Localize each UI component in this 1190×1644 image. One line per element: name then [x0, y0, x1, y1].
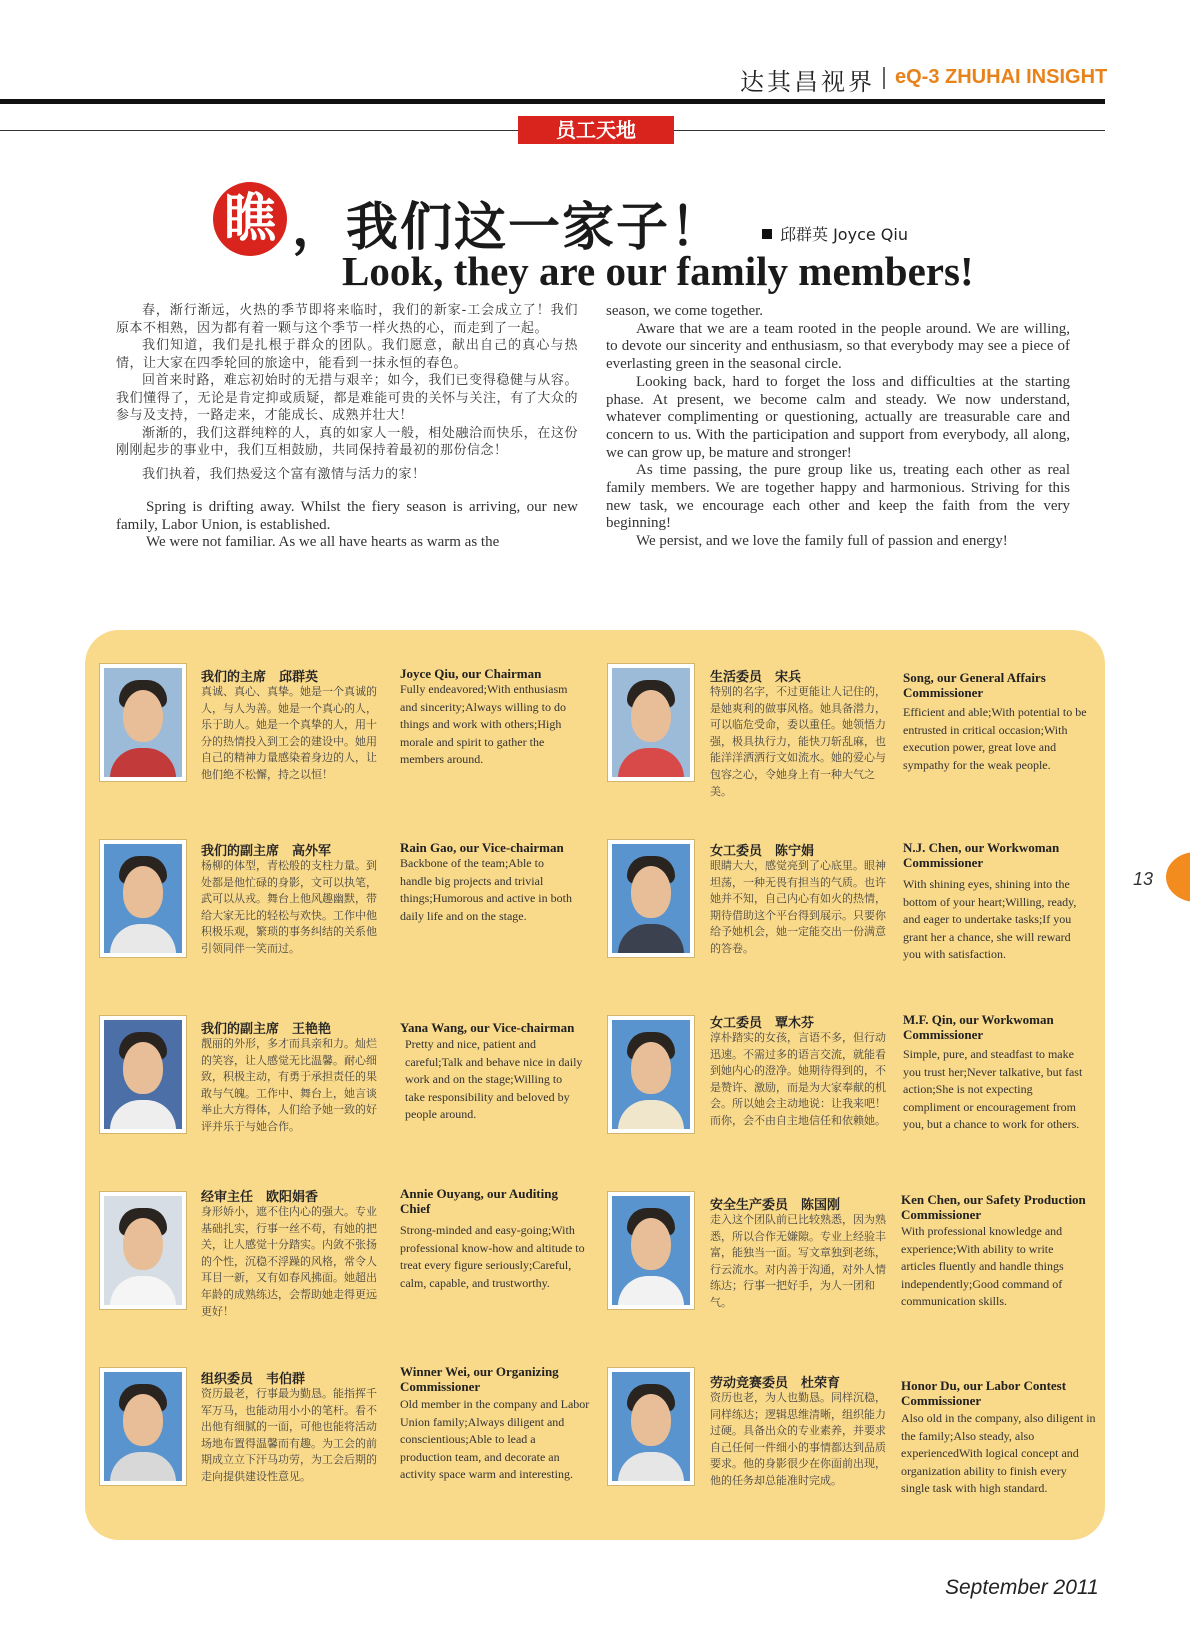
member-desc-cn: 杨柳的体型，青松般的支柱力量。到处都是他忙碌的身影，文可以执笔，武可以从戎。舞台上他风趣幽默，带给大家无比的轻松与欢快。工作中他积极乐观，繁琐的事务纠结的关系他引领同伴一笑而过。: [201, 859, 377, 955]
member-name-en: Honor Du, our Labor Contest Commissioner: [901, 1378, 1067, 1408]
paragraph: Aware that we are a team rooted in the people around. We are willing, to devote our sincerity and enthusiasm, so that everybody may see a piece of everlasting green in the seasonal circle.: [606, 320, 1070, 373]
member-photo: [608, 1016, 694, 1133]
paragraph: Looking back, hard to forget the loss and difficulties at the starting phase. At present, we become calm and steady. We now understand, whatever complimenting or questioning, actually are treasurable care and concern to us. With the participation and support from everybody, all along, we can grow up, be mature and stronger!: [606, 373, 1070, 461]
member-name-en: N.J. Chen, our Workwoman Commissioner: [903, 840, 1060, 870]
section-tag: 员工天地: [518, 116, 674, 144]
member-name-en: Song, our General Affairs Commissioner: [903, 670, 1046, 700]
magazine-brand-cn: 达其昌视界: [740, 68, 875, 96]
member-photo: [100, 840, 186, 957]
article-column-left: [116, 302, 578, 552]
member-name-cn: 我们的主席 邱群英: [201, 670, 319, 685]
member-desc-en: With shining eyes, shining into the bottom of your heart;Willing, ready, and eager to undertake tasks;If you grant her a chance, she will reward you with satisfaction.: [903, 877, 1077, 961]
member-desc-en: Backbone of the team;Able to handle big projects and trivial things;Humorous and active in both daily life and on the stage.: [400, 856, 572, 923]
member-name-en: Joyce Qiu, our Chairman: [400, 666, 542, 681]
paragraph: Spring is drifting away. Whilst the fiery season is arriving, our new family, Labor Union, is established.: [116, 499, 578, 533]
paragraph: 渐渐的，我们这群纯粹的人，真的如家人一般，相处融洽而快乐，在这份刚刚起步的事业中，我们互相鼓励，共同保持着最初的那份信念！: [116, 425, 578, 458]
paragraph: 春，渐行渐远，火热的季节即将来临时，我们的新家-工会成立了！我们原本不相熟，因为都有着一颗与这个季节一样火热的心，而走到了一起。: [116, 303, 578, 336]
member-desc-en: Also old in the company, also diligent in the family;Also steady, also experiencedWith logical concept and organization ability to finish every single task with high standard.: [901, 1411, 1096, 1495]
article-column-right: [606, 303, 1070, 551]
paragraph: 回首来时路，难忘初始时的无措与艰辛；如今，我们已变得稳健与从容。我们懂得了，无论是肯定抑或质疑，都是难能可贵的关怀与关注，有了大众的参与及支持，一路走来，才能成长、成熟并壮大！: [116, 373, 578, 423]
member-desc-en: Old member in the company and Labor Union family;Always diligent and conscientious;Able to lead a production team, and decorate an activity space warm and interesting.: [400, 1397, 590, 1481]
paragraph: We were not familiar. As we all have hearts as warm as the: [146, 534, 500, 551]
member-name-en: Yana Wang, our Vice-chairman: [400, 1020, 575, 1035]
member-desc-en: Fully endeavored;With enthusiasm and sincerity;Always willing to do things and work with others;High morale and spirit to gather the members around.: [400, 682, 568, 766]
member-name-cn: 女工委员 陈宁娟: [710, 844, 815, 859]
member-name-en: Ken Chen, our Safety Production Commissioner: [901, 1192, 1086, 1222]
member-name-cn: 女工委员 覃木芬: [710, 1016, 815, 1031]
member-desc-en: Pretty and nice, patient and careful;Talk and behave nice in daily work and on the stage;Willing to take responsibility and beloved by people around.: [405, 1037, 583, 1121]
paragraph: season, we come together.: [606, 303, 764, 319]
member-desc-cn: 走入这个团队前已比较熟悉，因为熟悉，所以合作无嫌隙。专业上经验丰富，能独当一面。写文章独到老练，行云流水。对内善于沟通，对外人情练达；行事一把好手，为人一团和气。: [710, 1213, 886, 1309]
title-lead-character: 瞧: [213, 182, 287, 256]
member-photo: [100, 1368, 186, 1485]
paragraph: 我们知道，我们是扎根于群众的团队。我们愿意，献出自己的真心与热情，让大家在四季轮回的旅途中，能看到一抹永恒的春色。: [116, 338, 578, 371]
paragraph: As time passing, the pure group like us, treating each other as real family members. We are together happy and harmonious. Striving for this new task, we encourage each other and keep the faith from the very beginning!: [606, 462, 1070, 532]
member-name-cn: 生活委员 宋兵: [710, 670, 802, 685]
member-photo: [608, 664, 694, 781]
member-name-cn: 组织委员 韦伯群: [201, 1372, 306, 1387]
paragraph: We persist, and we love the family full of passion and energy!: [636, 533, 1008, 550]
bullet-square-icon: [762, 229, 772, 239]
english-text: [116, 499, 578, 552]
member-photo: [608, 1368, 694, 1485]
member-name-en: Rain Gao, our Vice-chairman: [400, 840, 564, 855]
member-desc-en: Simple, pure, and steadfast to make you trust her;Never talkative, but fast action;She is not expecting compliment or encouragement from you, but a chance to work for others.: [903, 1047, 1083, 1131]
member-name-cn: 劳动竞赛委员 杜荣育: [710, 1376, 841, 1391]
member-desc-en: Strong-minded and easy-going;With professional know-how and altitude to treat every figure seriously;Careful, calm, capable, and trustworthy.: [400, 1223, 585, 1290]
member-desc-cn: 特别的名字，不过更能让人记住的，是她爽利的做事风格。她具备潜力，可以临危受命，委以重任。她领悟力强，极具执行力，能快刀斩乱麻，也能洋洋洒洒行文如流水。她的爱心与包容之心，令她身上有一种大气之美。: [710, 685, 886, 798]
issue-date: September 2011: [945, 1576, 1099, 1599]
member-desc-en: With professional knowledge and experience;With ability to write articles fluently and handle things independently;Good command of communication skills.: [901, 1224, 1064, 1308]
article-title-cn: ，我们这一家子！: [292, 198, 725, 258]
member-desc-cn: 淳朴踏实的女孩，言语不多，但行动迅速。不需过多的语言交流，就能看到她内心的澄净。她期待得到的，不是赞许、激励，而是为大家奉献的机会。所以她会主动地说：让我来吧！而你，会不由自主地信任和依赖她。: [710, 1031, 886, 1127]
member-name-cn: 经审主任 欧阳娟香: [201, 1190, 319, 1205]
paragraph: 我们执着，我们热爱这个富有激情与活力的家！: [142, 466, 426, 482]
author-byline: [762, 222, 908, 245]
member-desc-cn: 资历也老，为人也勤恳。同样沉稳，同样练达；逻辑思维清晰，组织能力过硬。具备出众的专业素养，并要求自己任何一件细小的事情都达到品质要求。他的身影很少在你面前出现，他的任务却总能准时完成。: [710, 1391, 886, 1487]
magazine-brand-en: eQ-3 ZHUHAI INSIGHT: [895, 66, 1108, 88]
member-photo: [608, 1192, 694, 1309]
page-number: 13: [1133, 869, 1154, 889]
member-name-en: Winner Wei, our Organizing Commissioner: [400, 1364, 559, 1394]
member-desc-cn: 真诚、真心、真挚。她是一个真诚的人，与人为善。她是一个真心的人，乐于助人。她是一个真挚的人，用十分的热情投入到工会的建设中。她用自己的精神力量感染着身边的人，让他们绝不松懈，持之以恒！: [201, 685, 377, 781]
member-photo: [100, 1192, 186, 1309]
member-desc-cn: 身形娇小，遮不住内心的强大。专业基础扎实，行事一丝不苟，有她的把关，让人感觉十分踏实。内敛不张扬的个性，沉稳不浮躁的风格，常令人耳目一新，又有如春风拂面。她超出年龄的成熟练达，会帮助她走得更远更好！: [201, 1205, 377, 1318]
author-name: 邱群英 Joyce Qiu: [780, 225, 908, 244]
chinese-text: [116, 302, 578, 483]
member-desc-en: Efficient and able;With potential to be entrusted in critical occasion;With execution power, great love and sympathy for the weak people.: [903, 705, 1087, 772]
member-name-en: Annie Ouyang, our Auditing Chief: [400, 1186, 558, 1216]
member-photo: [608, 840, 694, 957]
english-text: [606, 303, 1070, 551]
member-desc-cn: 眼睛大大，感觉亮到了心底里。眼神坦荡，一种无畏有担当的气质。也许她并不知，自己内心有如火的热情，期待借助这个平台得到展示。只要你给予她机会，她一定能交出一份满意的答卷。: [710, 859, 886, 955]
member-name-cn: 安全生产委员 陈国刚: [710, 1198, 841, 1213]
member-photo: [100, 1016, 186, 1133]
member-desc-cn: 资历最老，行事最为勤恳。能指挥千军万马，也能动用小小的笔杆。看不出他有细腻的一面，可他也能将活动场地布置得温馨而有趣。为工会的前期成立立下汗马功劳，为工会后期的走向提供建设性意见。: [201, 1387, 377, 1483]
member-photo: [100, 664, 186, 781]
member-name-cn: 我们的副主席 王艳艳: [201, 1022, 332, 1037]
header-separator: [883, 67, 885, 89]
member-name-cn: 我们的副主席 高外军: [201, 844, 332, 859]
member-name-en: M.F. Qin, our Workwoman Commissioner: [903, 1012, 1054, 1042]
header-rule-thick: [0, 99, 1105, 104]
member-desc-cn: 靓丽的外形，多才而具亲和力。灿烂的笑容，让人感觉无比温馨。耐心细致，积极主动，有勇于承担责任的果敢与气魄。工作中、舞台上，她言谈举止大方得体，人们给予她一致的好评并乐于与她合作。: [201, 1037, 377, 1133]
page-tab-marker: [1166, 852, 1190, 902]
article-title-en: Look, they are our family members!: [342, 248, 974, 294]
